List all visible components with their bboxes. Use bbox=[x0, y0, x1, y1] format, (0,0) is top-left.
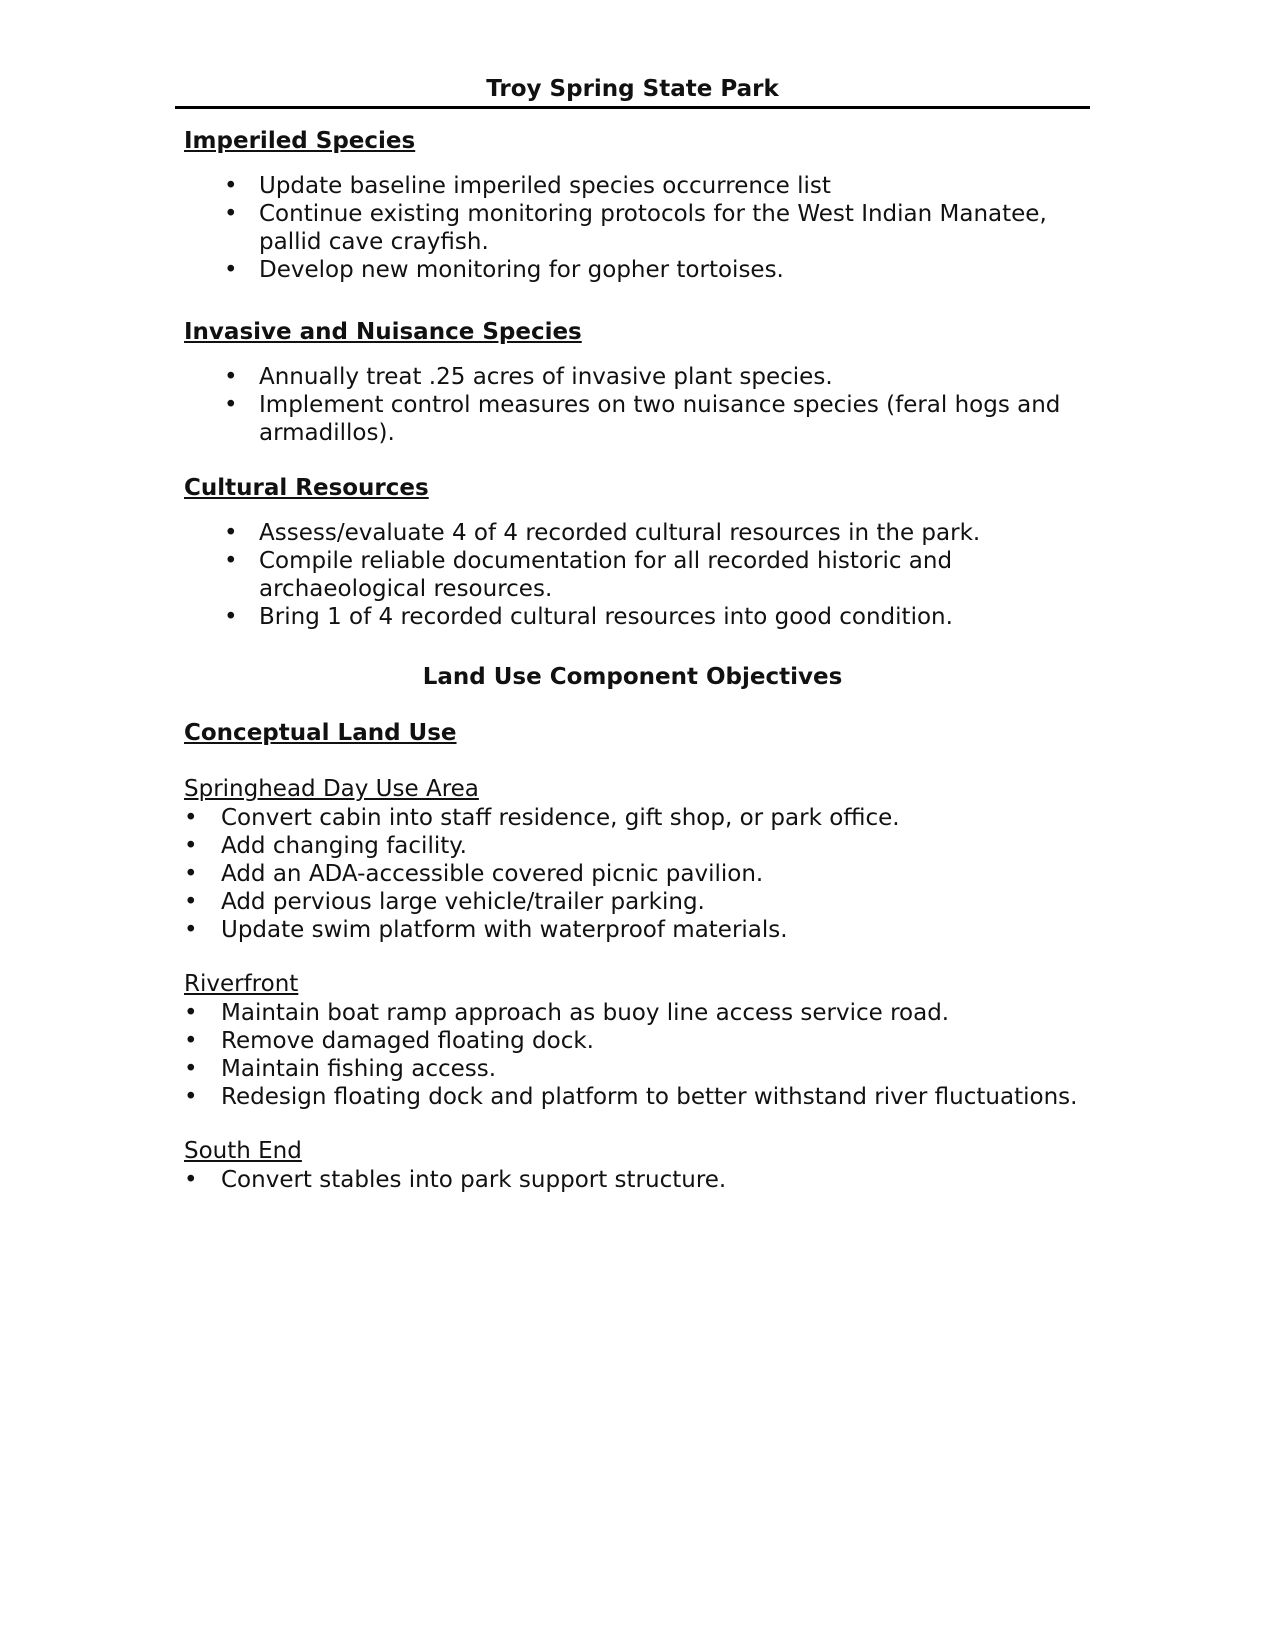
bullet-icon: • bbox=[224, 520, 238, 546]
south-end-heading: South End bbox=[184, 1138, 302, 1164]
bullet-icon: • bbox=[184, 1028, 198, 1054]
imperiled-species-list bbox=[184, 172, 1084, 284]
imperiled-species-heading: Imperiled Species bbox=[184, 128, 416, 154]
list-item: • Compile reliable documentation for all recorded historic and archaeological resources. bbox=[224, 548, 953, 602]
list-item: • Update swim platform with waterproof materials. bbox=[184, 917, 788, 943]
bullet-icon: • bbox=[224, 364, 238, 390]
bullet-icon: • bbox=[184, 1084, 198, 1110]
list-item: • Bring 1 of 4 recorded cultural resources into good condition. bbox=[224, 604, 953, 630]
cultural-resources-section bbox=[184, 473, 1084, 631]
list-item: • Convert stables into park support structure. bbox=[184, 1167, 727, 1193]
springhead-list bbox=[184, 804, 1084, 944]
list-item: • Maintain fishing access. bbox=[184, 1056, 497, 1082]
land-use-heading: Land Use Component Objectives bbox=[422, 664, 843, 690]
list-item: • Maintain boat ramp approach as buoy line access service road. bbox=[184, 1000, 950, 1026]
page-title: Troy Spring State Park bbox=[486, 76, 779, 102]
conceptual-land-use-section bbox=[184, 718, 1084, 748]
springhead-heading: Springhead Day Use Area bbox=[184, 776, 479, 802]
bullet-icon: • bbox=[224, 548, 238, 574]
page-header bbox=[175, 72, 1090, 109]
bullet-icon: • bbox=[184, 917, 198, 943]
list-item: • Update baseline imperiled species occurrence list bbox=[224, 173, 831, 199]
list-item: • Convert cabin into staff residence, gift shop, or park office. bbox=[184, 805, 900, 831]
riverfront-section bbox=[184, 969, 1084, 1111]
cultural-resources-heading: Cultural Resources bbox=[184, 475, 429, 501]
bullet-icon: • bbox=[224, 604, 238, 630]
riverfront-heading: Riverfront bbox=[184, 971, 299, 997]
list-item: • Annually treat .25 acres of invasive plant species. bbox=[224, 364, 833, 390]
south-end-section bbox=[184, 1136, 1084, 1194]
bullet-icon: • bbox=[224, 392, 238, 418]
invasive-species-list bbox=[184, 363, 1084, 447]
list-item: • Redesign floating dock and platform to better withstand river fluctuations. bbox=[184, 1084, 1078, 1110]
conceptual-land-use-heading: Conceptual Land Use bbox=[184, 720, 457, 746]
bullet-icon: • bbox=[184, 861, 198, 887]
riverfront-list bbox=[184, 999, 1084, 1111]
cultural-resources-list bbox=[184, 519, 1084, 631]
invasive-species-heading: Invasive and Nuisance Species bbox=[184, 319, 582, 345]
list-item: • Continue existing monitoring protocols for the West Indian Manatee, pallid cave crayfish. bbox=[224, 201, 1047, 255]
invasive-species-section bbox=[184, 317, 1084, 447]
bullet-icon: • bbox=[184, 1000, 198, 1026]
springhead-section bbox=[184, 774, 1084, 944]
bullet-icon: • bbox=[224, 173, 238, 199]
list-item: • Implement control measures on two nuisance species (feral hogs and armadillos). bbox=[224, 392, 1061, 446]
list-item: • Add pervious large vehicle/trailer parking. bbox=[184, 889, 705, 915]
list-item: • Develop new monitoring for gopher tortoises. bbox=[224, 257, 784, 283]
bullet-icon: • bbox=[184, 1167, 198, 1193]
list-item: • Add an ADA-accessible covered picnic pavilion. bbox=[184, 861, 764, 887]
bullet-icon: • bbox=[184, 833, 198, 859]
imperiled-species-section bbox=[184, 126, 1084, 284]
list-item: • Add changing facility. bbox=[184, 833, 467, 859]
bullet-icon: • bbox=[224, 201, 238, 227]
bullet-icon: • bbox=[184, 805, 198, 831]
bullet-icon: • bbox=[184, 889, 198, 915]
south-end-list bbox=[184, 1166, 1084, 1194]
bullet-icon: • bbox=[184, 1056, 198, 1082]
list-item: • Remove damaged floating dock. bbox=[184, 1028, 594, 1054]
list-item: • Assess/evaluate 4 of 4 recorded cultural resources in the park. bbox=[224, 520, 981, 546]
bullet-icon: • bbox=[224, 257, 238, 283]
